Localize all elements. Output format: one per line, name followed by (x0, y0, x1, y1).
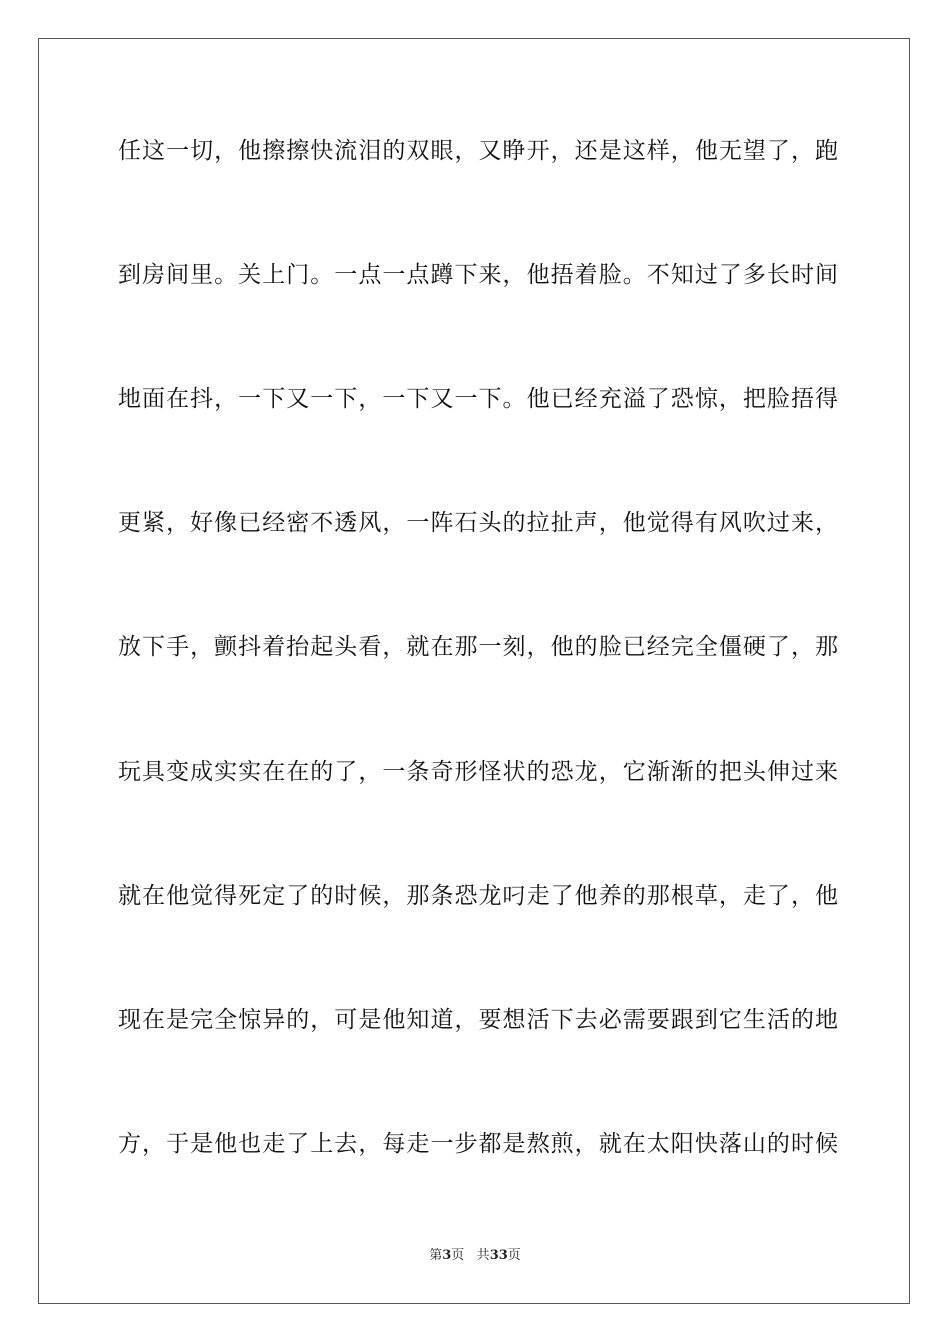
body-text-line: 任这一切，他擦擦快流泪的双眼，又睁开，还是这样，他无望了，跑 (118, 138, 838, 164)
body-text-line: 方，于是他也走了上去，每走一步都是熬煎，就在太阳快落山的时候 (118, 1131, 838, 1157)
body-text-line: 到房间里。关上门。一点一点蹲下来，他捂着脸。不知过了多长时间 (118, 262, 838, 288)
body-text-line: 玩具变成实实在在的了，一条奇形怪状的恐龙，它渐渐的把头伸过来 (118, 759, 838, 785)
total-prefix: 共 (476, 1248, 490, 1263)
page-footer (0, 1247, 950, 1265)
body-text-line: 放下手，颤抖着抬起头看，就在那一刻，他的脸已经完全僵硬了，那 (118, 634, 838, 660)
body-text-line: 现在是完全惊异的，可是他知道，要想活下去必需要跟到它生活的地 (118, 1007, 838, 1033)
total-unit: 页 (507, 1248, 521, 1263)
total-page-count: 33 (489, 1248, 508, 1263)
body-text-line: 更紧，好像已经密不透风，一阵石头的拉扯声，他觉得有风吹过来， (118, 510, 838, 536)
page-prefix: 第 (429, 1248, 443, 1263)
page-border (38, 38, 910, 1304)
current-page-number: 3 (442, 1248, 452, 1263)
body-text-line: 地面在抖，一下又一下，一下又一下。他已经充溢了恐惊，把脸捂得 (118, 386, 838, 412)
page-unit: 页 (451, 1248, 465, 1263)
body-text-line: 就在他觉得死定了的时候，那条恐龙叼走了他养的那根草，走了，他 (118, 883, 838, 909)
